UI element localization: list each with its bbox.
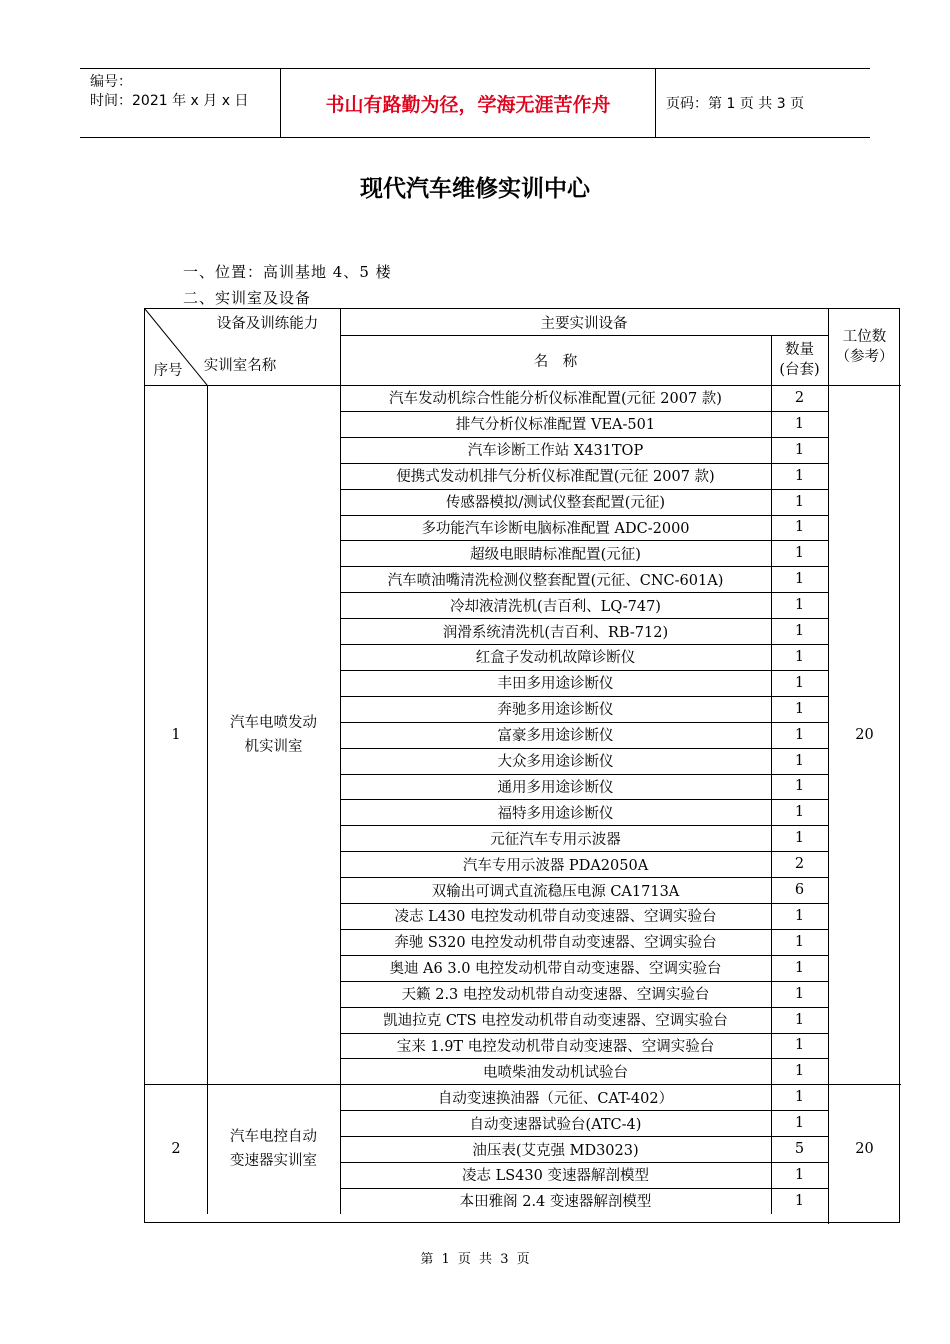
equipment-name: 福特多用途诊断仪 [497,805,614,822]
equipment-name: 冷却液清洗机(吉百利、LQ-747) [450,598,661,615]
header-stations-line1: 工位数 [842,329,887,345]
equipment-name: 便携式发动机排气分析仪标准配置(元征 2007 款) [396,469,715,486]
equipment-quantity: 1 [794,778,805,795]
header-room-name: 实训室名称 [203,357,277,374]
group-room-name [207,1084,340,1214]
section-rooms-equipment: 二、实训室及设备 [183,289,312,307]
header-stations [828,309,901,385]
equipment-name: 汽车专用示波器 PDA2050A [462,857,649,874]
equipment-name: 本田雅阁 2.4 变速器解剖模型 [459,1194,652,1211]
page-footer: 第 1 页 共 3 页 [420,1252,530,1267]
equipment-quantity: 1 [794,830,805,847]
equipment-name: 电喷柴油发动机试验台 [483,1064,628,1081]
room-name-line2: 变速器实训室 [230,1153,317,1170]
equipment-name: 元征汽车专用示波器 [490,831,621,848]
equipment-name: 自动变速换油器（元征、CAT-402） [437,1090,674,1107]
equipment-name: 天籁 2.3 电控发动机带自动变速器、空调实验台 [401,987,710,1004]
equipment-quantity: 1 [794,571,805,588]
section-location: 一、位置：高训基地 4、5 楼 [183,263,392,281]
equipment-quantity: 1 [794,752,805,769]
equipment-table [144,308,900,1223]
equipment-quantity: 1 [794,1037,805,1054]
group-seq: 1 [171,726,181,743]
equipment-quantity: 1 [794,597,805,614]
equipment-name: 通用多用途诊断仪 [497,779,614,796]
equipment-quantity: 2 [794,856,805,873]
equipment-name: 奔驰 S320 电控发动机带自动变速器、空调实验台 [394,935,717,952]
equipment-name: 自动变速器试验台(ATC-4) [469,1116,642,1133]
page-title: 现代汽车维修实训中心 [360,176,590,202]
number-label: 编号： [90,74,132,90]
header-main-equipment: 主要实训设备 [540,315,628,332]
equipment-quantity: 1 [794,467,805,484]
equipment-name: 红盒子发动机故障诊断仪 [475,650,636,667]
header-diagonal-line [145,309,340,385]
equipment-quantity: 1 [794,804,805,821]
group-seq: 2 [171,1141,181,1158]
room-name-line1: 汽车电喷发动 [230,714,317,731]
equipment-quantity: 1 [794,648,805,665]
equipment-name: 奥迪 A6 3.0 电控发动机带自动变速器、空调实验台 [389,961,722,978]
equipment-name: 汽车发动机综合性能分析仪标准配置(元征 2007 款) [389,391,722,408]
equipment-quantity: 1 [794,519,805,536]
header-divider [340,309,341,385]
equipment-quantity: 1 [794,959,805,976]
header-seq: 序号 [153,362,183,379]
equipment-name: 宝来 1.9T 电控发动机带自动变速器、空调实验台 [396,1038,715,1055]
equipment-quantity: 1 [794,1115,805,1132]
equipment-name: 双输出可调式直流稳压电源 CA1713A [431,883,680,900]
header-quantity-line2: (台套) [779,362,820,378]
header-name: 名 称 [533,353,578,370]
equipment-name: 汽车喷油嘴清洗检测仪整套配置(元征、CNC-601A) [387,572,724,589]
equipment-name: 凌志 L430 电控发动机带自动变速器、空调实验台 [394,909,717,926]
header-divider [340,335,828,336]
equipment-name: 富豪多用途诊断仪 [497,728,614,745]
header-page-info: 页码：第 1 页 共 3 页 [666,96,805,112]
time-label: 时间：2021 年 x 月 x 日 [90,93,249,109]
header-meta [80,69,280,137]
equipment-name: 润滑系统清洗机(吉百利、RB-712) [442,624,669,641]
equipment-name: 多功能汽车诊断电脑标准配置 ADC-2000 [421,520,690,537]
equipment-quantity: 1 [794,700,805,717]
equipment-quantity: 1 [794,985,805,1002]
header-stations-line2: （参考） [835,349,894,365]
diagonal-stroke [145,309,207,385]
equipment-quantity: 1 [794,674,805,691]
equipment-quantity: 1 [794,1063,805,1080]
group-stations: 20 [855,1141,874,1158]
equipment-quantity: 1 [794,1089,805,1106]
room-name-line1: 汽车电控自动 [230,1129,317,1146]
equipment-quantity: 1 [794,907,805,924]
equipment-name: 丰田多用途诊断仪 [497,676,614,693]
group-room-name [207,385,340,1084]
header-equipment-ability: 设备及训练能力 [216,315,319,332]
equipment-quantity: 1 [794,1011,805,1028]
equipment-quantity: 1 [794,545,805,562]
equipment-quantity: 1 [794,1192,805,1209]
equipment-name: 凯迪拉克 CTS 电控发动机带自动变速器、空调实验台 [383,1013,728,1030]
document-header [80,68,870,138]
equipment-name: 奔驰多用途诊断仪 [497,702,614,719]
equipment-name: 大众多用途诊断仪 [497,754,614,771]
equipment-name: 超级电眼睛标准配置(元征) [470,546,641,563]
equipment-name: 汽车诊断工作站 X431TOP [467,443,644,460]
equipment-name: 排气分析仪标准配置 VEA-501 [455,417,656,434]
header-quantity [771,335,828,385]
equipment-name: 油压表(艾克强 MD3023) [472,1142,639,1159]
group-stations: 20 [855,726,874,743]
equipment-quantity: 1 [794,441,805,458]
equipment-quantity: 5 [794,1141,805,1158]
equipment-quantity: 1 [794,415,805,432]
equipment-quantity: 1 [794,1166,805,1183]
equipment-quantity: 1 [794,493,805,510]
header-quantity-line1: 数量 [785,342,814,358]
room-name-line2: 机实训室 [244,738,303,755]
equipment-name: 传感器模拟/测试仪整套配置(元征) [445,495,666,512]
equipment-name: 凌志 LS430 变速器解剖模型 [462,1168,649,1185]
equipment-quantity: 1 [794,726,805,743]
header-divider [771,335,772,385]
equipment-quantity: 1 [794,933,805,950]
equipment-quantity: 1 [794,623,805,640]
header-motto: 书山有路勤为径，学海无涯苦作舟 [280,69,656,137]
equipment-quantity: 6 [794,882,805,899]
equipment-quantity: 2 [794,389,805,406]
